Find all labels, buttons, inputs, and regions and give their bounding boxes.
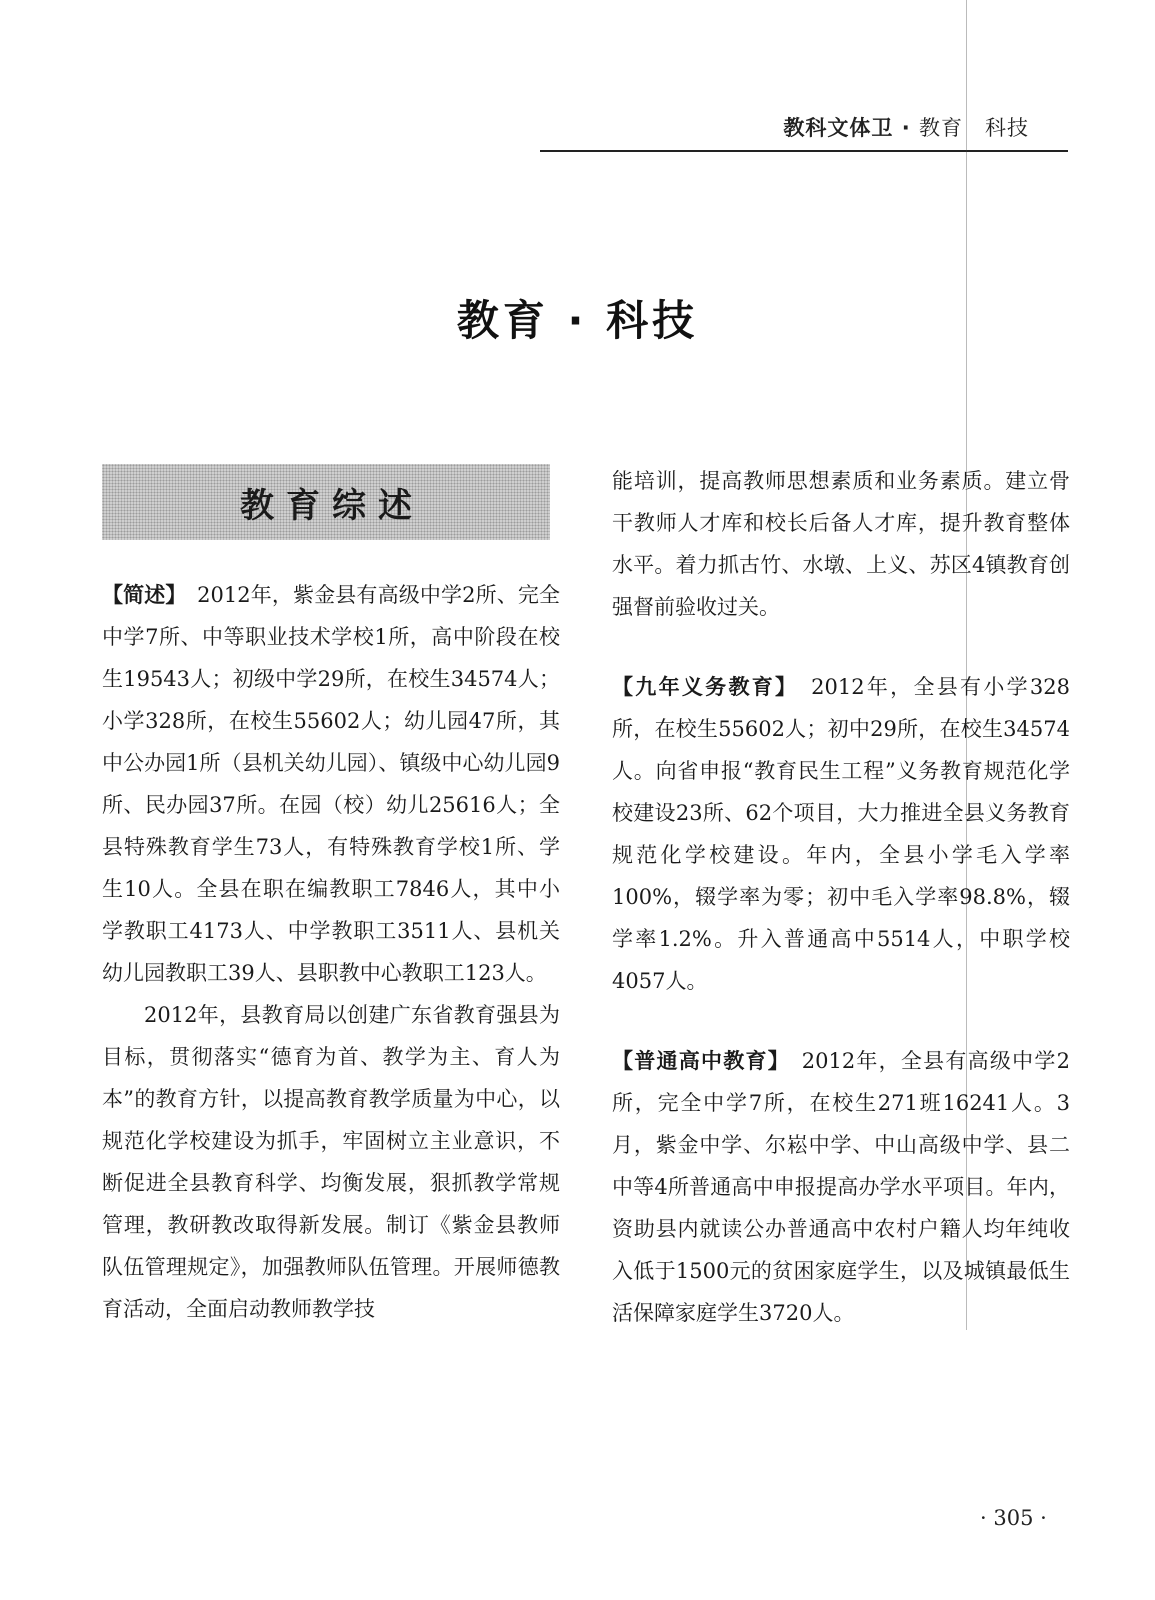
overview-paragraph: [102, 574, 560, 994]
overview-label: 【简述】: [102, 583, 177, 607]
section-heading-box: [102, 464, 550, 540]
page-number: · 305 ·: [980, 1506, 1047, 1530]
running-header-section: 教科文体卫: [783, 116, 894, 140]
running-header-dot: ·: [893, 116, 919, 140]
compulsory-education-paragraph: [612, 666, 1070, 1002]
highschool-education-paragraph: [612, 1040, 1070, 1334]
highschool-education-label: 【普通高中教育】: [612, 1049, 780, 1073]
left-column: [102, 574, 560, 1330]
section-heading: 教育综述: [240, 485, 424, 526]
highschool-education-text: 2012年，全县有高级中学2所，完全中学7所，在校生271班16241人。3月，紫金中学、尔崧中学、中山高级中学、县二中等4所普通高中申报提高办学水平项目。年内，资助县内就读公办普通高中农村户籍人均年纯收入低于1500元的贫困家庭学生，以及城镇最低生活保障家庭学生3720人。: [612, 1049, 1071, 1325]
running-header-sub: 教育 科技: [919, 116, 1029, 140]
continuation-paragraph: 能培训，提高教师思想素质和业务素质。建立骨干教师人才库和校长后备人才库，提升教育整体水平。着力抓古竹、水墩、上义、苏区4镇教育创强督前验收过关。: [612, 469, 1070, 619]
header-rule: [540, 150, 1068, 152]
education-policy-paragraph: 2012年，县教育局以创建广东省教育强县为目标，贯彻落实“德育为首、教学为主、育人为本”的教育方针，以提高教育教学质量为中心，以规范化学校建设为抓手，牢固树立主业意识，不断促进全县教育科学、均衡发展，狠抓教学常规管理，教研教改取得新发展。制订《紫金县教师队伍管理规定》，加强教师队伍管理。开展师德教育活动，全面启动教师教学技: [102, 1003, 560, 1321]
page-title: 教育 · 科技: [456, 296, 699, 345]
compulsory-education-text: 2012年，全县有小学328所，在校生55602人；初中29所，在校生34574人。向省申报“教育民生工程”义务教育规范化学校建设23所、62个项目，大力推进全县义务教育规范化学校建设。年内，全县小学毛入学率100%，辍学率为零；初中毛入学率98.8%，辍学率1.2%。升入普通高中5514人，中职学校4057人。: [612, 675, 1070, 993]
compulsory-education-label: 【九年义务教育】: [612, 675, 788, 699]
overview-text: 2012年，紫金县有高级中学2所、完全中学7所、中等职业技术学校1所，高中阶段在校生19543人；初级中学29所，在校生34574人；小学328所，在校生55602人；幼儿园47所，其中公办园1所（县机关幼儿园）、镇级中心幼儿园9所、民办园37所。在园（校）幼儿25616人；全县特殊教育学生73人，有特殊教育学校1所、学生10人。全县在职在编教职工7846人，其中小学教职工4173人、中学教职工3511人、县机关幼儿园教职工39人、县职教中心教职工123人。: [102, 583, 560, 985]
running-header: [783, 112, 1029, 142]
right-column: [612, 460, 1070, 1334]
